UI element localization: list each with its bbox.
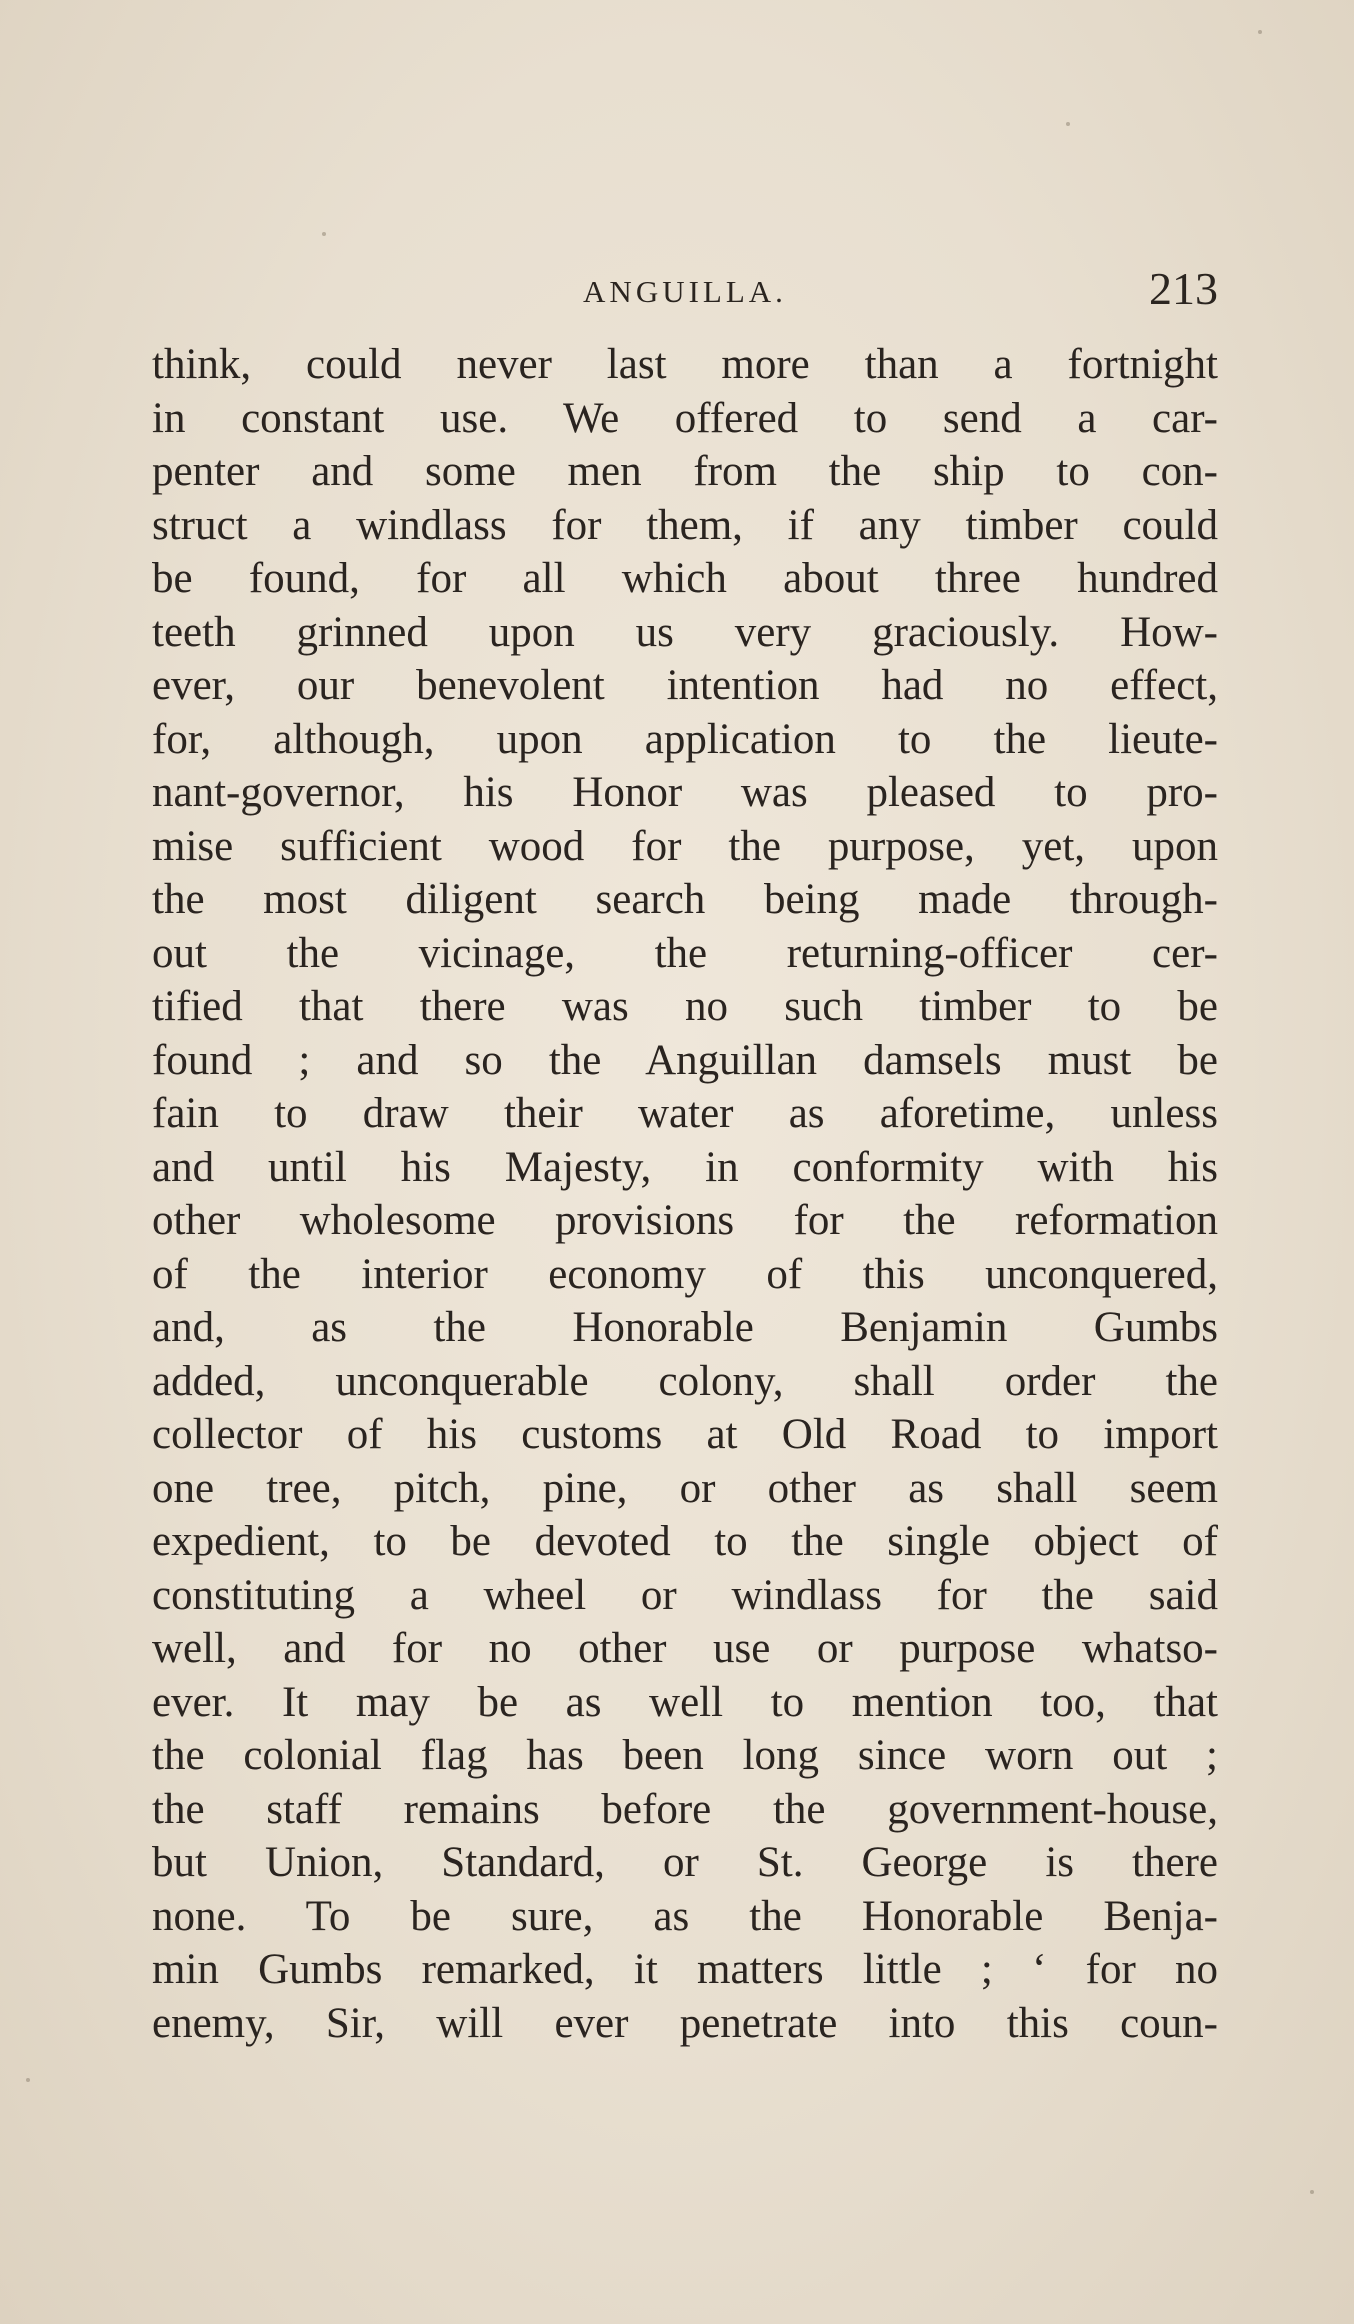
text-line: struct a windlass for them, if any timber could	[152, 501, 1218, 549]
text-line: collector of his customs at Old Road to import	[152, 1411, 1218, 1458]
text-line: mise sufficient wood for the purpose, yet, upon	[152, 822, 1218, 870]
text-line: well, and for no other use or purpose whatso-	[152, 1625, 1218, 1672]
text-line: ever, our benevolent intention had no effect,	[152, 662, 1218, 709]
paper-speck	[1258, 30, 1262, 34]
text-line: of the interior economy of this unconquered,	[152, 1250, 1218, 1298]
text-line: but Union, Standard, or St. George is there	[152, 1839, 1218, 1886]
text-line: the most diligent search being made through-	[152, 876, 1218, 923]
text-line: added, unconquerable colony, shall order the	[152, 1357, 1218, 1405]
text-line: think, could never last more than a fortnight	[152, 341, 1218, 388]
text-line: other wholesome provisions for the reformation	[152, 1197, 1218, 1244]
text-line: in constant use. We offered to send a car-	[152, 394, 1218, 442]
text-line: fain to draw their water as aforetime, unless	[152, 1090, 1218, 1137]
text-line: tified that there was no such timber to be	[152, 983, 1218, 1030]
text-line: the staff remains before the government-house,	[152, 1785, 1218, 1833]
text-line: ever. It may be as well to mention too, that	[152, 1678, 1218, 1726]
text-line: out the vicinage, the returning-officer cer-	[152, 929, 1218, 977]
text-line: for, although, upon application to the lieute-	[152, 715, 1218, 763]
paper-speck	[322, 232, 326, 236]
text-line: teeth grinned upon us very graciously. How-	[152, 608, 1218, 656]
text-line: and until his Majesty, in conformity with his	[152, 1143, 1218, 1191]
text-line: the colonial flag has been long since worn out ;	[152, 1732, 1218, 1779]
text-line: expedient, to be devoted to the single object of	[152, 1518, 1218, 1565]
text-line: one tree, pitch, pine, or other as shall seem	[152, 1464, 1218, 1512]
text-line: constituting a wheel or windlass for the said	[152, 1571, 1218, 1619]
text-line: and, as the Honorable Benjamin Gumbs	[152, 1304, 1218, 1351]
running-head	[152, 262, 1218, 322]
text-line: min Gumbs remarked, it matters little ; ‘ for no	[152, 1946, 1218, 1993]
paper-speck	[26, 2078, 30, 2082]
text-line: penter and some men from the ship to con-	[152, 448, 1218, 495]
text-line: nant-governor, his Honor was pleased to pro-	[152, 769, 1218, 816]
chapter-title: ANGUILLA.	[583, 274, 787, 309]
text-line: enemy, Sir, will ever penetrate into this coun-	[152, 1999, 1218, 2047]
page-number: 213	[1149, 263, 1218, 314]
paper-speck	[1310, 2190, 1314, 2194]
text-line: found ; and so the Anguillan damsels must be	[152, 1036, 1218, 1084]
text-line: none. To be sure, as the Honorable Benja-	[152, 1892, 1218, 1940]
body-text	[152, 338, 1218, 2050]
paper-speck	[1066, 122, 1070, 126]
text-line: be found, for all which about three hundred	[152, 555, 1218, 602]
